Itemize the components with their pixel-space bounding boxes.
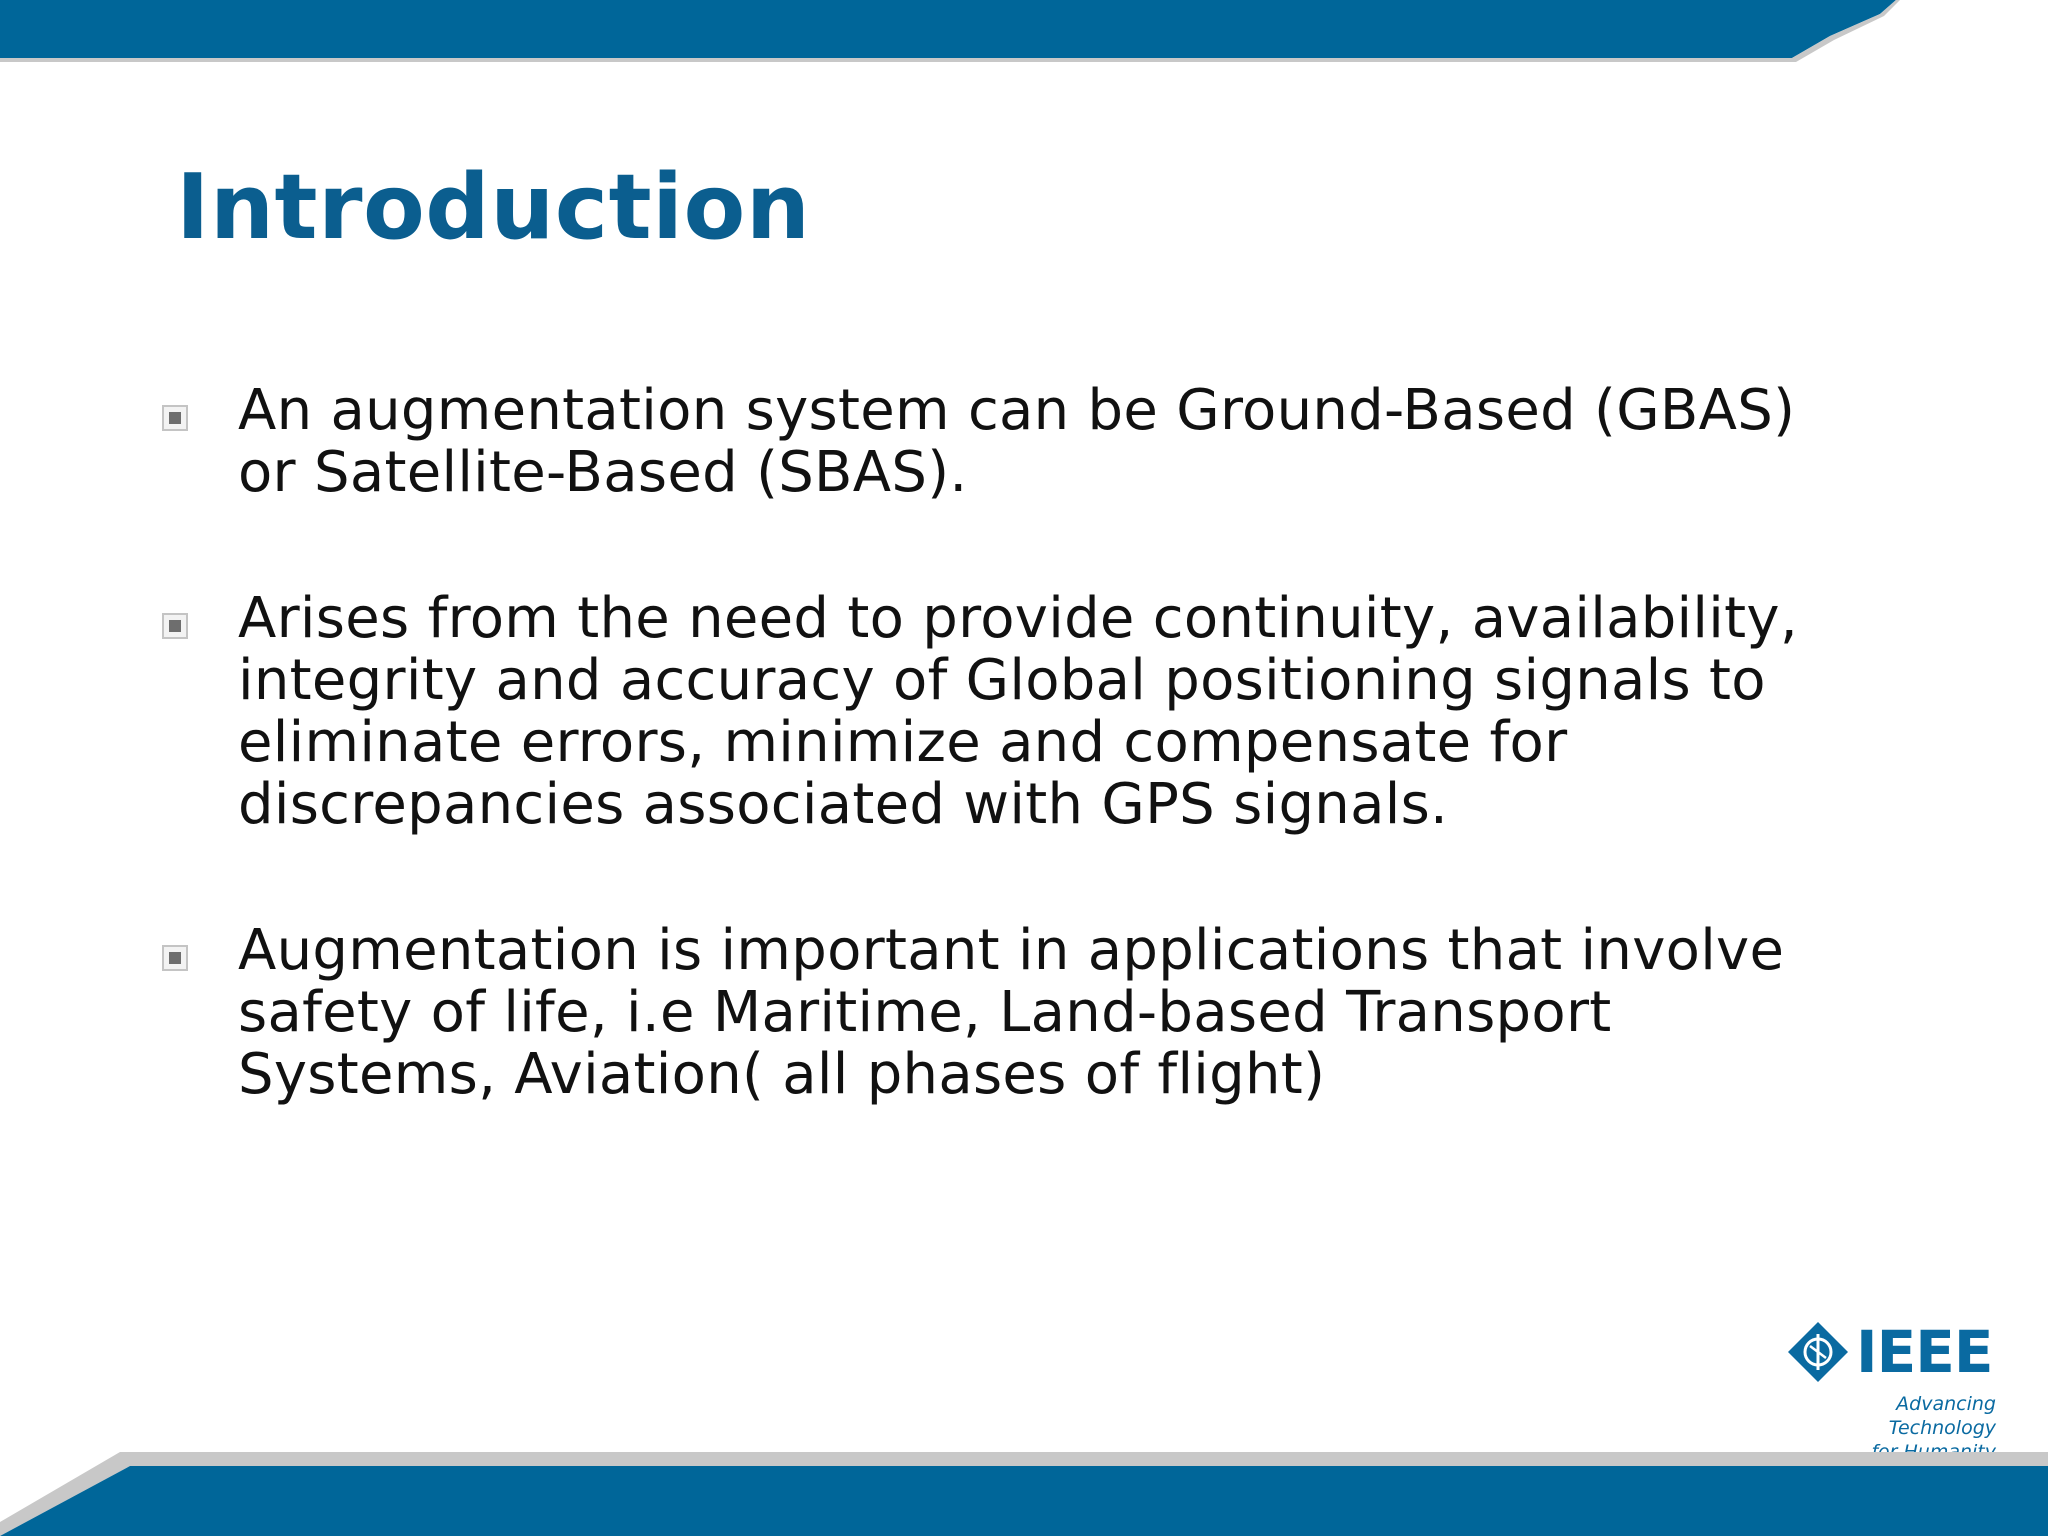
bullet-item	[160, 380, 1860, 504]
square-bullet-icon	[162, 405, 188, 431]
bullet-list	[160, 380, 1860, 1190]
bottom-footer-band	[0, 1452, 2048, 1536]
bullet-text: An augmentation system can be Ground-Based (GBAS) or Satellite-Based (SBAS).	[238, 378, 1796, 505]
bullet-item	[160, 588, 1860, 836]
ieee-logo	[1786, 1320, 2006, 1445]
bullet-text: Arises from the need to provide continuity, availability, integrity and accuracy of Global positioning signals to eliminate errors, minimize and compensate for discrepancies associated with GPS signals.	[238, 586, 1798, 837]
top-header-band	[0, 0, 2048, 62]
square-bullet-icon	[162, 945, 188, 971]
bullet-text: Augmentation is important in applications that involve safety of life, i.e Maritime, Land-based Transport Systems, Aviation( all phases of flight)	[238, 918, 1785, 1107]
tagline-line-1: Advancing Technology	[1888, 1393, 1996, 1439]
ieee-wordmark: IEEE	[1856, 1318, 1993, 1386]
ieee-diamond-icon	[1786, 1320, 1850, 1384]
bullet-item	[160, 920, 1860, 1106]
square-bullet-icon	[162, 613, 188, 639]
slide-title: Introduction	[176, 155, 811, 260]
